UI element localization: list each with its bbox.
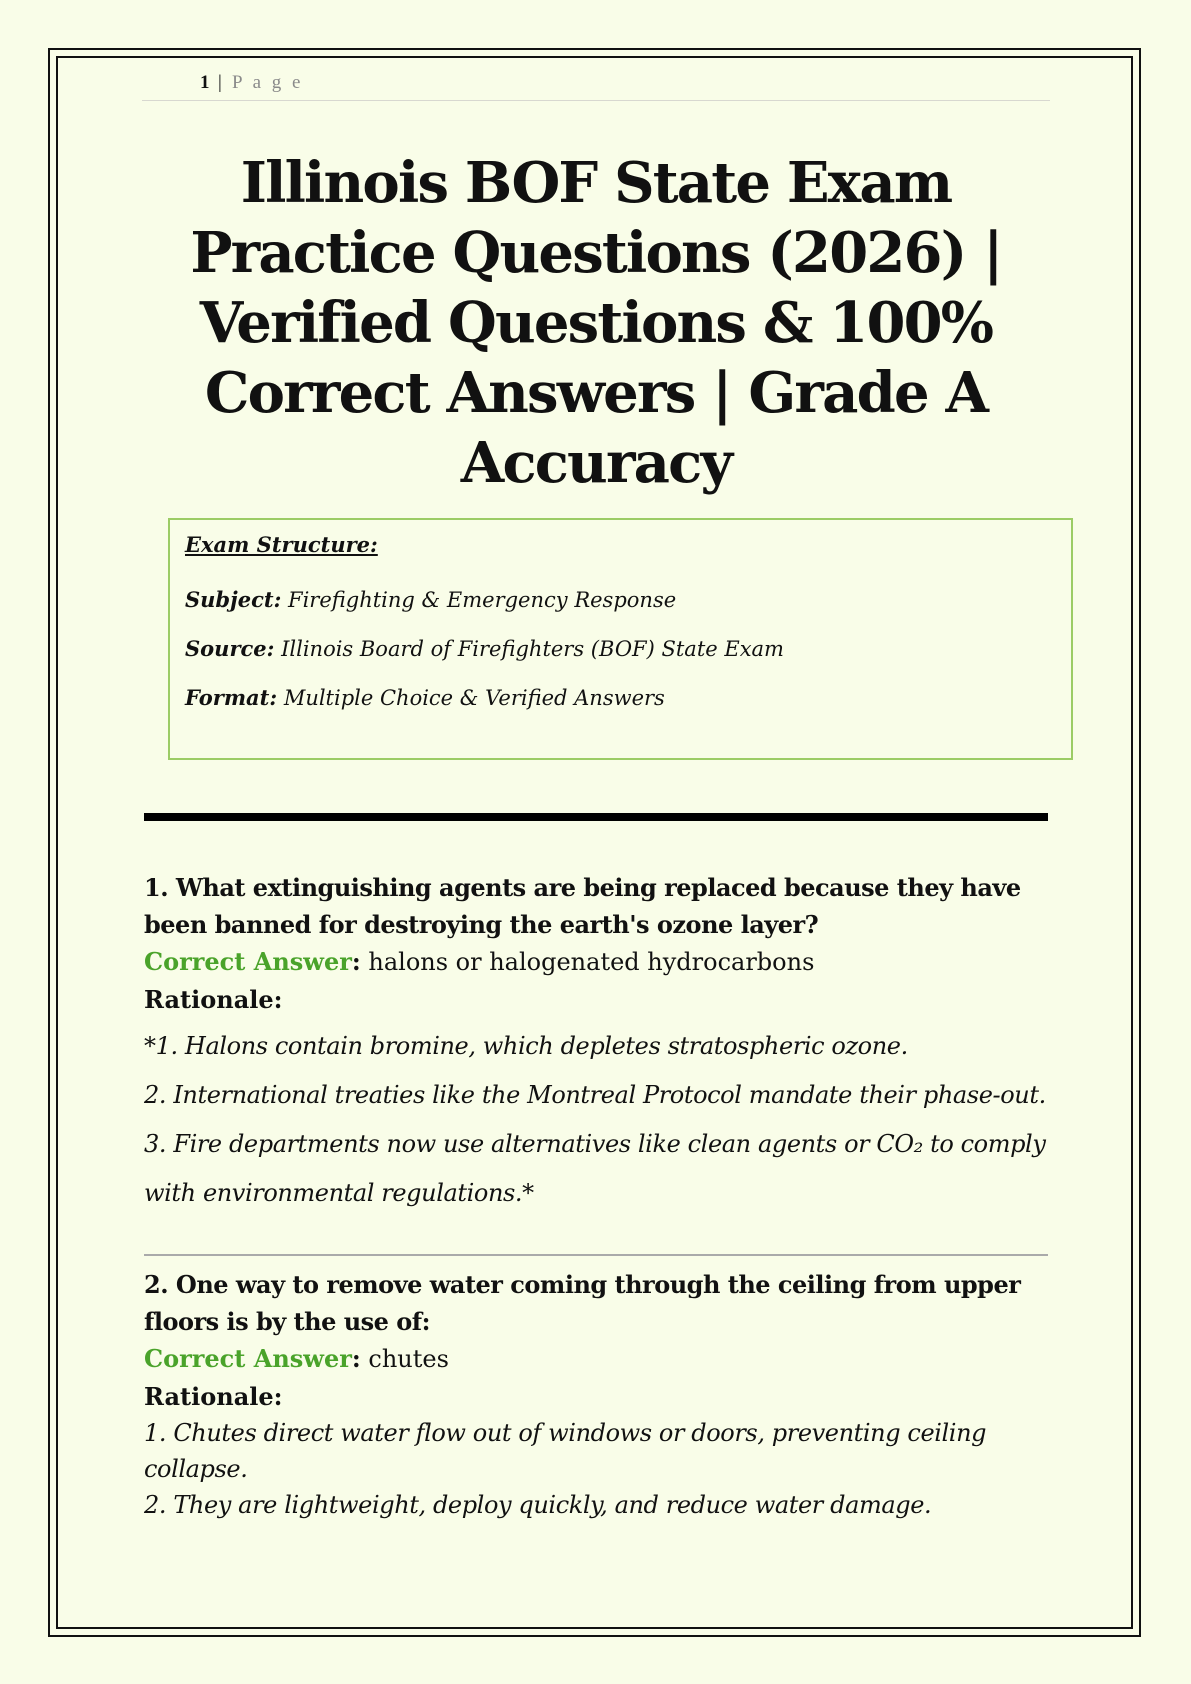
rationale-line: 1. Chutes direct water flow out of windows or doors, preventing ceiling collapse. bbox=[144, 1419, 987, 1483]
correct-answer bbox=[144, 943, 1048, 981]
page-header bbox=[142, 72, 1050, 101]
exam-format-label: Format: bbox=[185, 685, 278, 710]
correct-answer-colon: : bbox=[351, 1344, 361, 1373]
question-text: 1. What extinguishing agents are being replaced because they have been banned for destroying the earth's ozone layer? bbox=[144, 873, 1021, 939]
correct-answer-value: chutes bbox=[360, 1345, 449, 1373]
question-block-1 bbox=[144, 869, 1048, 1218]
correct-answer-value: halons or halogenated hydrocarbons bbox=[360, 948, 815, 976]
rationale-line: 3. Fire departments now use alternatives like clean agents or CO₂ to comply with environmental regulations.* bbox=[144, 1130, 1046, 1207]
section-divider bbox=[144, 813, 1048, 821]
exam-subject-row bbox=[185, 587, 676, 612]
correct-answer-colon: : bbox=[351, 947, 361, 976]
page-number: 1 bbox=[200, 72, 210, 93]
correct-answer-label: Correct Answer bbox=[144, 947, 352, 976]
rationale-line: 2. International treaties like the Montreal Protocol mandate their phase-out. bbox=[144, 1081, 1046, 1109]
question-text: 2. One way to remove water coming through the ceiling from upper floors is by the use of: bbox=[144, 1270, 1021, 1336]
rationale-list bbox=[144, 1415, 1048, 1523]
page-separator: | bbox=[218, 72, 225, 93]
rationale-label: Rationale: bbox=[144, 1382, 283, 1411]
exam-format-value: Multiple Choice & Verified Answers bbox=[283, 686, 665, 710]
question-divider bbox=[144, 1254, 1048, 1256]
rationale-list bbox=[144, 1022, 1048, 1218]
exam-source-value: Illinois Board of Firefighters (BOF) State Exam bbox=[281, 637, 784, 661]
exam-structure-box bbox=[168, 518, 1073, 760]
exam-format-row bbox=[185, 685, 665, 710]
correct-answer bbox=[144, 1340, 1048, 1378]
page-label: P a g e bbox=[232, 72, 304, 93]
rationale-label: Rationale: bbox=[144, 985, 283, 1014]
correct-answer-label: Correct Answer bbox=[144, 1344, 352, 1373]
exam-source-label: Source: bbox=[185, 636, 275, 661]
rationale-line: 2. They are lightweight, deploy quickly, and reduce water damage. bbox=[144, 1491, 932, 1519]
document-title: Illinois BOF State Exam Practice Questions (2026) | Verified Questions & 100% Correct Answers | Grade A Accuracy bbox=[190, 150, 1002, 496]
exam-subject-value: Firefighting & Emergency Response bbox=[288, 588, 677, 612]
question-block-2 bbox=[144, 1266, 1048, 1523]
exam-structure-heading: Exam Structure: bbox=[185, 532, 378, 557]
rationale-line: *1. Halons contain bromine, which depletes stratospheric ozone. bbox=[144, 1032, 908, 1060]
exam-source-row bbox=[185, 636, 784, 661]
exam-subject-label: Subject: bbox=[185, 587, 282, 612]
